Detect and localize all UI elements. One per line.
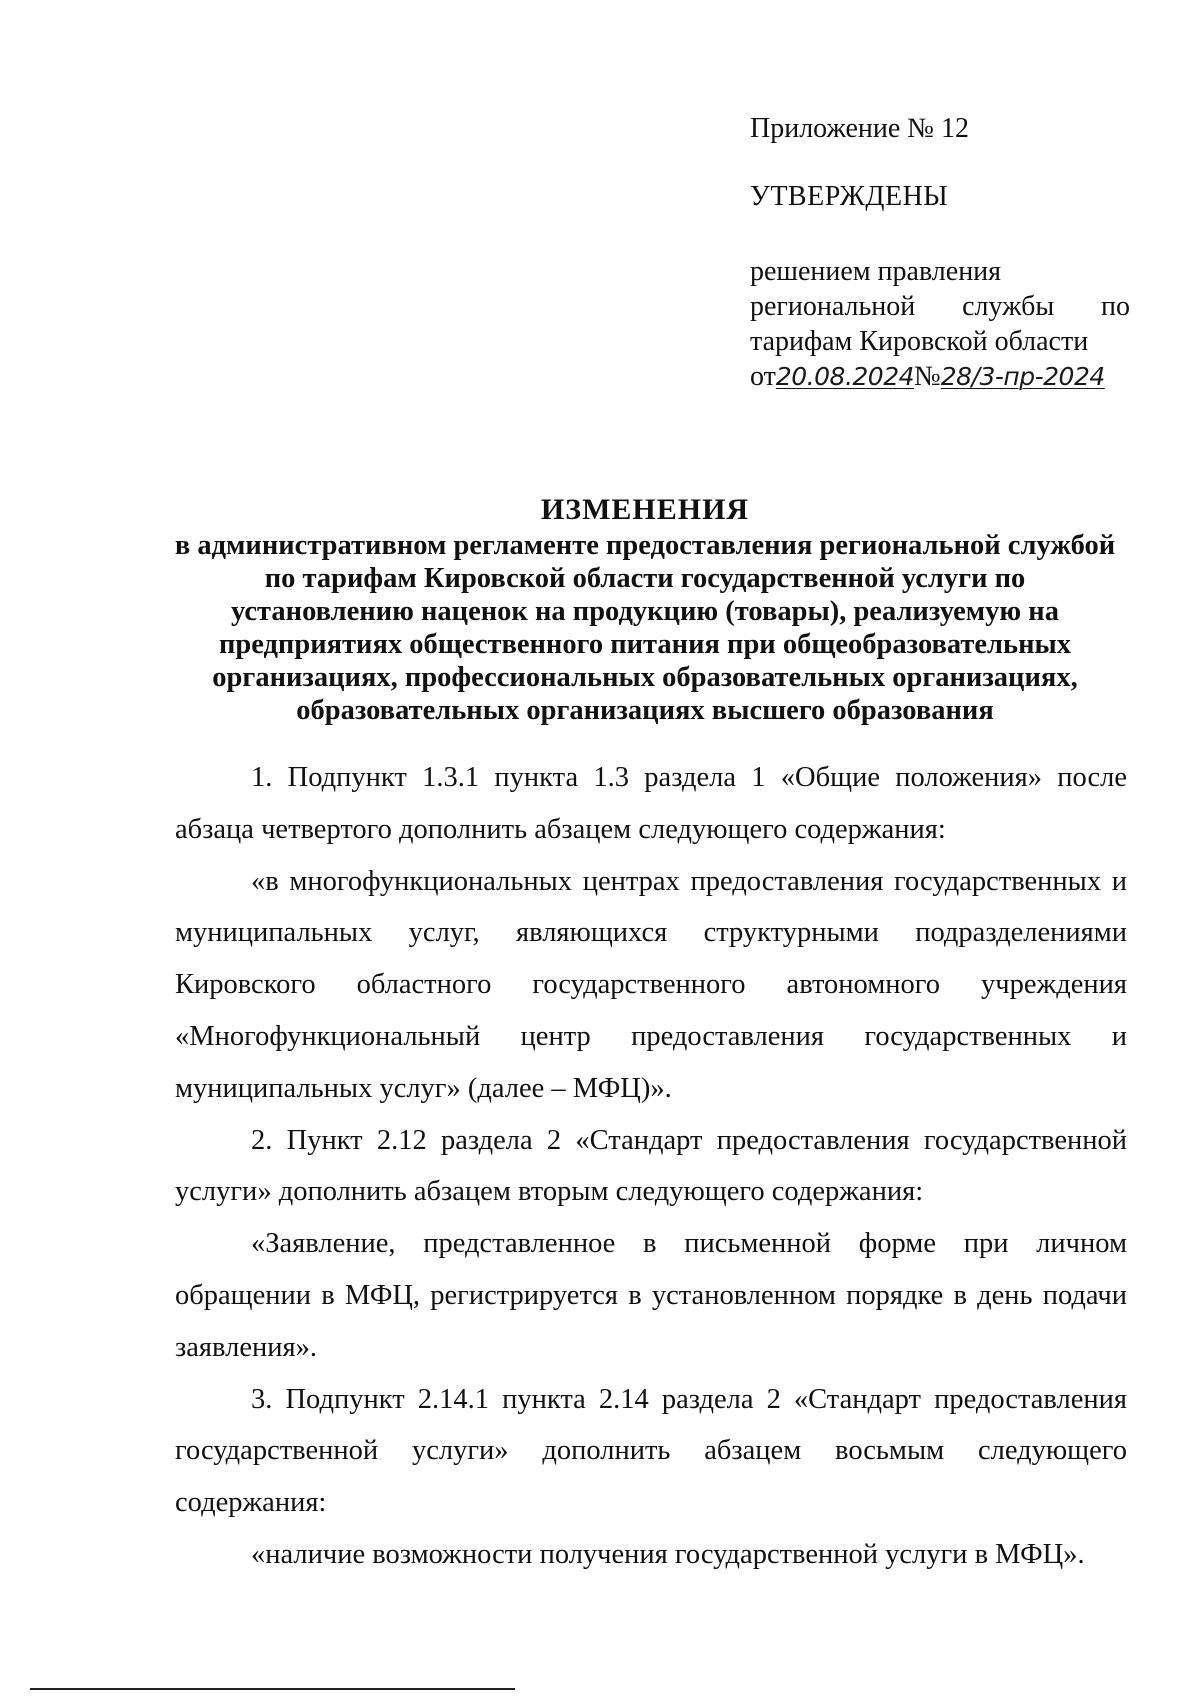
subtitle-line: предприятиях общественного питания при общеобразовательных: [218, 629, 1072, 660]
number-sign: №: [914, 361, 941, 392]
handwritten-date: 20.08.2024: [775, 362, 915, 391]
approved-label: УТВЕРЖДЕНЫ: [750, 181, 949, 212]
decision-line-3: тарифам Кировской области: [750, 326, 1089, 357]
body-paragraph: «в многофункциональных центрах предоставления государственных и муниципальных услуг, являющихся структурными подразделениями Кировского областного государственного автономного учреждения «Многофункциональный центр предоставления государственных и муниципальных услуг» (далее – МФЦ)».: [175, 865, 1127, 1104]
body-paragraph: «Заявление, представленное в письменной форме при личном обращении в МФЦ, регистрируется в установленном порядке в день подачи заявления».: [175, 1228, 1127, 1363]
decision-word: службы: [962, 291, 1055, 322]
subtitle-line: организациях, профессиональных образовательных организациях,: [212, 662, 1078, 693]
body-paragraph: «наличие возможности получения государственной услуги в МФЦ».: [251, 1538, 1085, 1570]
subtitle-line: в административном регламенте предоставления региональной службой: [174, 530, 1116, 561]
decision-word: по: [1101, 291, 1130, 322]
subtitle-line: по тарифам Кировской области государственной услуги по: [264, 563, 1026, 594]
annex-label: Приложение № 12: [750, 113, 969, 144]
document-title: [150, 492, 1140, 727]
date-prefix: от: [750, 361, 776, 392]
subtitle-line: образовательных организациях высшего образования: [296, 695, 994, 726]
footnote-divider: [30, 1688, 515, 1690]
decision-date-line: [750, 360, 1130, 395]
decision-line-2: [750, 290, 1130, 325]
handwritten-number: 28/3-пр-2024: [940, 362, 1105, 391]
subtitle-line: установлению наценок на продукцию (товары), реализуемую на: [231, 596, 1059, 627]
body-paragraph: 2. Пункт 2.12 раздела 2 «Стандарт предоставления государственной услуги» дополнить абзацем вторым следующего содержания:: [175, 1124, 1127, 1208]
decision-word: региональной: [750, 291, 916, 322]
decision-reference: [750, 255, 1130, 395]
document-body: [175, 752, 1127, 1581]
title-subtitle: [150, 529, 1140, 727]
title-heading: ИЗМЕНЕНИЯ: [540, 493, 750, 526]
body-paragraph: 3. Подпункт 2.14.1 пункта 2.14 раздела 2 «Стандарт предоставления государственной услуги» дополнить абзацем восьмым следующего содержания:: [175, 1383, 1127, 1519]
body-paragraph: 1. Подпункт 1.3.1 пункта 1.3 раздела 1 «Общие положения» после абзаца четвертого дополнить абзацем следующего содержания:: [175, 762, 1127, 845]
decision-line-1: решением правления: [750, 256, 1002, 287]
